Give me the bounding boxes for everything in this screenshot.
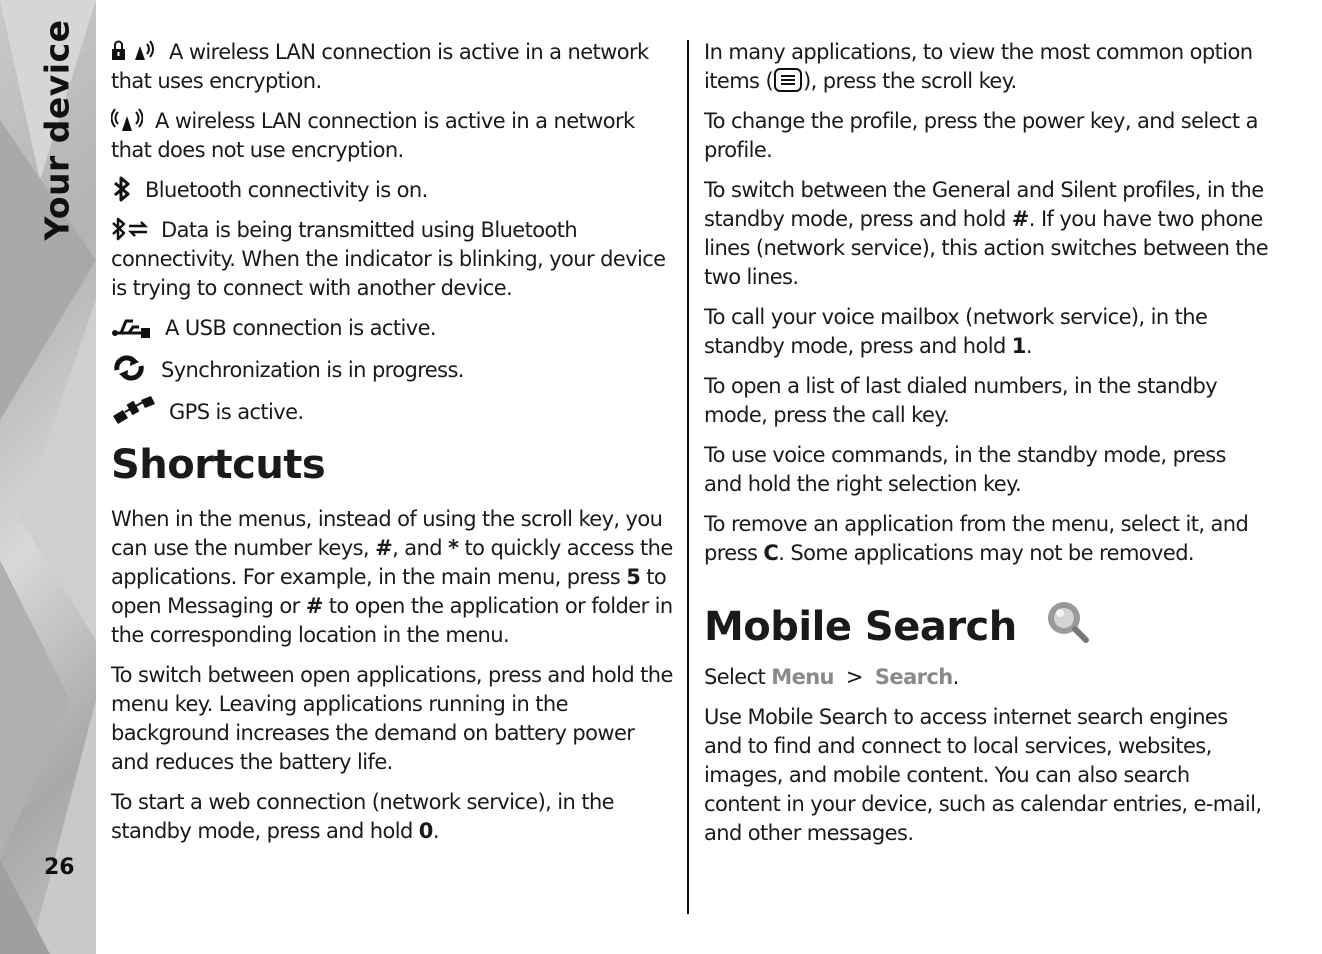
text-run: To call your voice mailbox (network service), in the standby mode, press and hold [704,305,1208,358]
gps-icon [111,396,157,424]
text-run: to open the application or folder in the corresponding location in the menu. [111,594,673,647]
text-run: ), press the scroll key. [803,69,1017,93]
sync-icon [111,354,149,382]
remove-app-paragraph [704,510,1269,568]
text-run: , and [392,536,449,560]
shortcuts-paragraph-2: To switch between open applications, press and hold the menu key. Leaving applications running in the background increases the demand on battery power and reduces the battery life. [111,663,673,774]
key-star: * [448,536,459,560]
search-link: Search [874,665,953,689]
text-run: to open Messaging or [111,565,667,618]
text-run: . If you have two phone lines (network service), this action switches between the two lines. [704,207,1269,289]
indicator-sync [111,354,676,385]
text-run: . [952,665,959,689]
options-paragraph [704,38,1269,96]
text-run: To switch between the General and Silent profiles, in the standby mode, press and hold [704,178,1264,231]
key-c: C [763,541,779,565]
indicator-wlan-unencrypted [111,107,676,165]
shortcuts-paragraph-3 [111,788,676,846]
shortcuts-paragraph-1 [111,505,676,650]
key-hash: # [305,594,323,618]
indicator-text: A USB connection is active. [165,316,436,340]
select-instruction [704,663,1269,692]
indicator-text: A wireless LAN connection is active in a network that uses encryption. [111,40,649,93]
sidebar-band [0,0,96,954]
key-hash: # [1011,207,1029,231]
section-title: Your device [37,19,77,241]
mobile-search-heading [704,598,1269,649]
key-hash: # [375,536,393,560]
indicator-bluetooth [111,176,676,205]
shortcuts-heading: Shortcuts [111,442,326,488]
indicator-text: Synchronization is in progress. [161,358,464,382]
indicator-gps [111,396,676,427]
text-run: . Some applications may not be removed. [778,541,1195,565]
menu-link: Menu [771,665,834,689]
indicator-text: GPS is active. [169,400,304,424]
indicator-text: Data is being transmitted using Bluetooth connectivity. When the indicator is blinking, your device is trying to connect with another device. [111,218,666,300]
dialed-numbers-paragraph: To open a list of last dialed numbers, in the standby mode, press the call key. [704,374,1218,427]
text-run: In many applications, to view the most common option items ( [704,40,1253,93]
heading-text: Mobile Search [704,604,1017,650]
indicator-text: Bluetooth connectivity is on. [145,178,428,202]
text-run: to quickly access the applications. For example, in the main menu, press [111,536,673,589]
text-run: To start a web connection (network service), in the standby mode, press and hold [111,790,614,843]
voice-mailbox-paragraph [704,303,1269,361]
options-menu-icon [773,67,803,93]
text-run: When in the menus, instead of using the scroll key, you can use the number keys, [111,507,663,560]
left-column [111,38,676,857]
key-5: 5 [626,565,641,589]
wlan-unencrypted-icon [111,107,143,133]
page-number: 26 [44,855,75,880]
profile-paragraph: To change the profile, press the power key, and select a profile. [704,109,1258,162]
text-run: Select [704,665,772,689]
key-0: 0 [418,819,433,843]
indicator-text: A wireless LAN connection is active in a network that does not use encryption. [111,109,635,162]
key-1: 1 [1011,334,1026,358]
bluetooth-icon [111,176,133,202]
text-run: To remove an application from the menu, select it, and press [704,512,1249,565]
wlan-encrypted-icon [111,38,157,64]
usb-icon [111,314,153,340]
indicator-bluetooth-transfer [111,216,676,303]
column-divider [687,40,689,914]
text-run: . [432,819,439,843]
indicator-wlan-encrypted [111,38,676,96]
text-run: . [1025,334,1032,358]
mobile-search-icon [1044,598,1090,644]
voice-commands-paragraph: To use voice commands, in the standby mode, press and hold the right selection key. [704,443,1226,496]
right-column [704,38,1269,859]
bluetooth-transfer-icon [111,216,149,242]
profiles-switch-paragraph [704,176,1269,292]
indicator-usb [111,314,676,343]
mobile-search-paragraph: Use Mobile Search to access internet search engines and to find and connect to local services, websites, images, and mobile content. You can also search content in your device, such as calendar entries, e-mail, and other messages. [704,705,1262,845]
path-separator: > [845,665,863,689]
